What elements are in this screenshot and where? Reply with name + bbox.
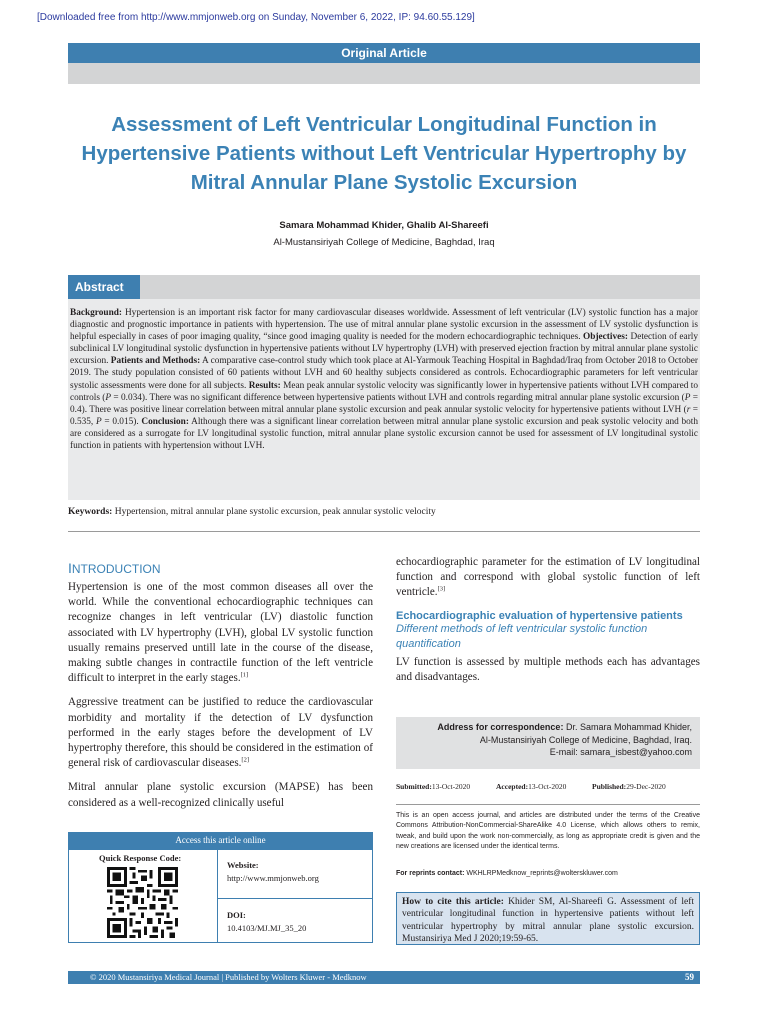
introduction-heading: INTRODUCTION [68, 560, 161, 576]
keywords-text: Hypertension, mitral annular plane systolic excursion, peak annular systolic velocity [112, 507, 436, 517]
header-grey-bar [68, 63, 700, 84]
reprints-email[interactable]: WKHLRPMedknow_reprints@wolterskluwer.com [464, 870, 618, 877]
conclusion-text: Although there was a significant linear correlation between mitral annular plane systolic excursion and peak systolic velocity and both are considered as a surrogate for LV longitudinal systolic function, mitral annular plane systolic excursion cannot be used for assessment of LV longitudinal systolic function in patients with hypertension without LVH. [70, 416, 698, 452]
correspondence-box [396, 717, 700, 769]
footer-bar [68, 971, 700, 984]
reprints-contact: For reprints contact: WKHLRPMedknow_reprints@wolterskluwer.com [396, 870, 618, 877]
authors: Samara Mohammad Khider, Ghalib Al-Shareefi [279, 220, 489, 231]
citation-ref[interactable]: [2] [241, 756, 250, 764]
website-link[interactable]: http://www.mmjonweb.org [227, 873, 319, 883]
results-label: Results: [246, 380, 281, 391]
abstract-text [70, 307, 698, 452]
right-column [396, 555, 700, 694]
p-symbol: P [95, 416, 102, 427]
methods-text: A comparative case-control study which took place at Al-Yarmouk Teaching Hospital in Baghdad/Iraq from October 2018 to October 2019. The study population consisted of 60 patients without LVH and 60 healthy subjects considered as controls. Echocardiographic parameters for left ventricular systolic assessments were done for all subjects. [70, 356, 698, 391]
r-symbol: r [686, 404, 691, 415]
echo-subsection-heading: Different methods of left ventricular systolic function quantification [396, 622, 648, 650]
download-note: [Downloaded free from http://www.mmjonweb.org on Sunday, November 6, 2022, IP: 94.60.55.129] [37, 12, 475, 23]
results-text-2: = 0.034). There was no significant difference between hypertensive patients without LVH and controls regarding mitral annular plane systolic excursion ( [111, 392, 685, 403]
submitted-date: Submitted: 13-Oct-2020 [396, 782, 471, 791]
correspondence-name: Dr. Samara Mohammad Khider, [563, 722, 692, 732]
qr-label: Quick Response Code: [99, 853, 182, 863]
correspondence-label: Address for correspondence: [437, 722, 564, 732]
access-online-box [68, 849, 373, 943]
left-column [68, 560, 373, 820]
doi-label: DOI: [227, 910, 246, 920]
abstract-header-bar [68, 275, 700, 299]
abstract-box [68, 299, 700, 500]
results-text-4: = 0.535, [70, 404, 698, 427]
results-text-1: Mean peak annular systolic velocity was significantly lower in hypertensive patients without LVH compared to controls ( [70, 380, 698, 403]
dates-divider [396, 804, 700, 805]
citation-ref[interactable]: [3] [437, 585, 446, 593]
conclusion-label: Conclusion: [138, 416, 189, 427]
qr-code-icon[interactable] [107, 867, 178, 938]
echo-paragraph-1: LV function is assessed by multiple methods each has advantages and disadvantages. [396, 655, 700, 683]
background-text: Hypertension is an important risk factor for many cardiovascular diseases worldwide. Assessment of left ventricular (LV) systolic function has a major diagnostic and prognostic importance in patients with hypertension. The use of mitral annular plane systolic excursion in the assessment of LV systolic dysfunction is helpful especially in cases of poor imaging quality, “since good imaging quality is needed for the modern echocardiographic techniques. [70, 308, 698, 343]
keywords-label: Keywords: [68, 507, 113, 517]
cite-article-box [396, 892, 700, 945]
access-box-hr [217, 898, 372, 899]
article-type-bar: Original Article [68, 43, 700, 63]
background-label: Background: [70, 308, 123, 318]
citation-ref[interactable]: [1] [240, 671, 249, 679]
published-date: Published: 29-Dec-2020 [592, 782, 666, 791]
cite-text: Khider SM, Al-Shareefi G. Assessment of left ventricular longitudinal function in hypertensive patients without left ventricular hypertrophy by mitral annular plane systolic excursion. Mustansiriya Med J 2020;19:59-65. [402, 897, 694, 945]
access-online-header: Access this article online [68, 832, 373, 849]
doi-link[interactable]: 10.4103/MJ.MJ_35_20 [227, 923, 307, 933]
results-text-5: = 0.015). [101, 416, 139, 427]
objectives-text: Detection of early subclinical LV longitudinal systolic dysfunction in hypertensive patients without LV hypertrophy (LVH) with preserved ejection fraction by mitral annular plane systolic excursion. [70, 332, 699, 367]
p-symbol: P [684, 392, 691, 403]
results-text-3: = 0.4). There was positive linear correlation between mitral annular plane systolic excursion and peak annular systolic velocity for hypertensive patients without LVH ( [70, 392, 698, 415]
cite-label: How to cite this article: [402, 897, 504, 907]
intro-paragraph-3: Mitral annular plane systolic excursion (MAPSE) has been considered as a well-recognized clinically useful [68, 781, 373, 809]
objectives-label: Objectives: [580, 332, 628, 343]
p-symbol: P [105, 392, 112, 403]
article-title: Assessment of Left Ventricular Longitudinal Function in Hypertensive Patients without Left Ventricular Hypertrophy by Mitral Annular Plane Systolic Excursion [81, 113, 687, 194]
abstract-heading: Abstract [68, 275, 140, 299]
affiliation: Al-Mustansiriyah College of Medicine, Baghdad, Iraq [273, 237, 495, 248]
accepted-date: Accepted: 13-Oct-2020 [496, 782, 567, 791]
echo-section-heading: Echocardiographic evaluation of hypertensive patients [396, 609, 683, 622]
footer-copyright: © 2020 Mustansiriya Medical Journal | Published by Wolters Kluwer - Medknow [90, 972, 367, 982]
access-box-divider [217, 850, 218, 942]
keywords [68, 507, 700, 517]
license-text: This is an open access journal, and articles are distributed under the terms of the Creative Commons Attribution-NonCommercial-ShareAlike 4.0 License, which allows others to remix, tweak, and build upon the work non-commercially, as long as appropriate credit is given and the new creations are licensed under the identical terms. [396, 812, 700, 851]
intro-paragraph-3-continued: echocardiographic parameter for the estimation of LV longitudinal function and correspond with global systolic function of left ventricle.[3] [396, 556, 700, 599]
page-number: 59 [685, 972, 694, 982]
keywords-divider [68, 531, 700, 532]
intro-paragraph-1: Hypertension is one of the most common diseases all over the world. While the conventional echocardiographic techniques can recognize changes in left ventricular (LV) diastolic function associated with LV hypertrophy (LVH), global LV systolic function usually remains preserved untill late in the course of the disease, making subtle changes in contractile function of the left ventricle difficult to interpret in the early stages.[1] [68, 581, 373, 685]
correspondence-email[interactable]: E-mail: samara_isbest@yahoo.com [549, 747, 692, 757]
intro-paragraph-2: Aggressive treatment can be justified to reduce the cardiovascular morbidity and mortality if the detection of LV dysfunction performed in the early stages before the development of LV hypertrophy therefore, this should be considered in the estimation of general risk of cardiovascular diseases.[2] [68, 696, 373, 770]
methods-label: Patients and Methods: [108, 356, 201, 367]
correspondence-address: Al-Mustansiriyah College of Medicine, Baghdad, Iraq. [479, 734, 692, 745]
website-label: Website: [227, 860, 259, 870]
